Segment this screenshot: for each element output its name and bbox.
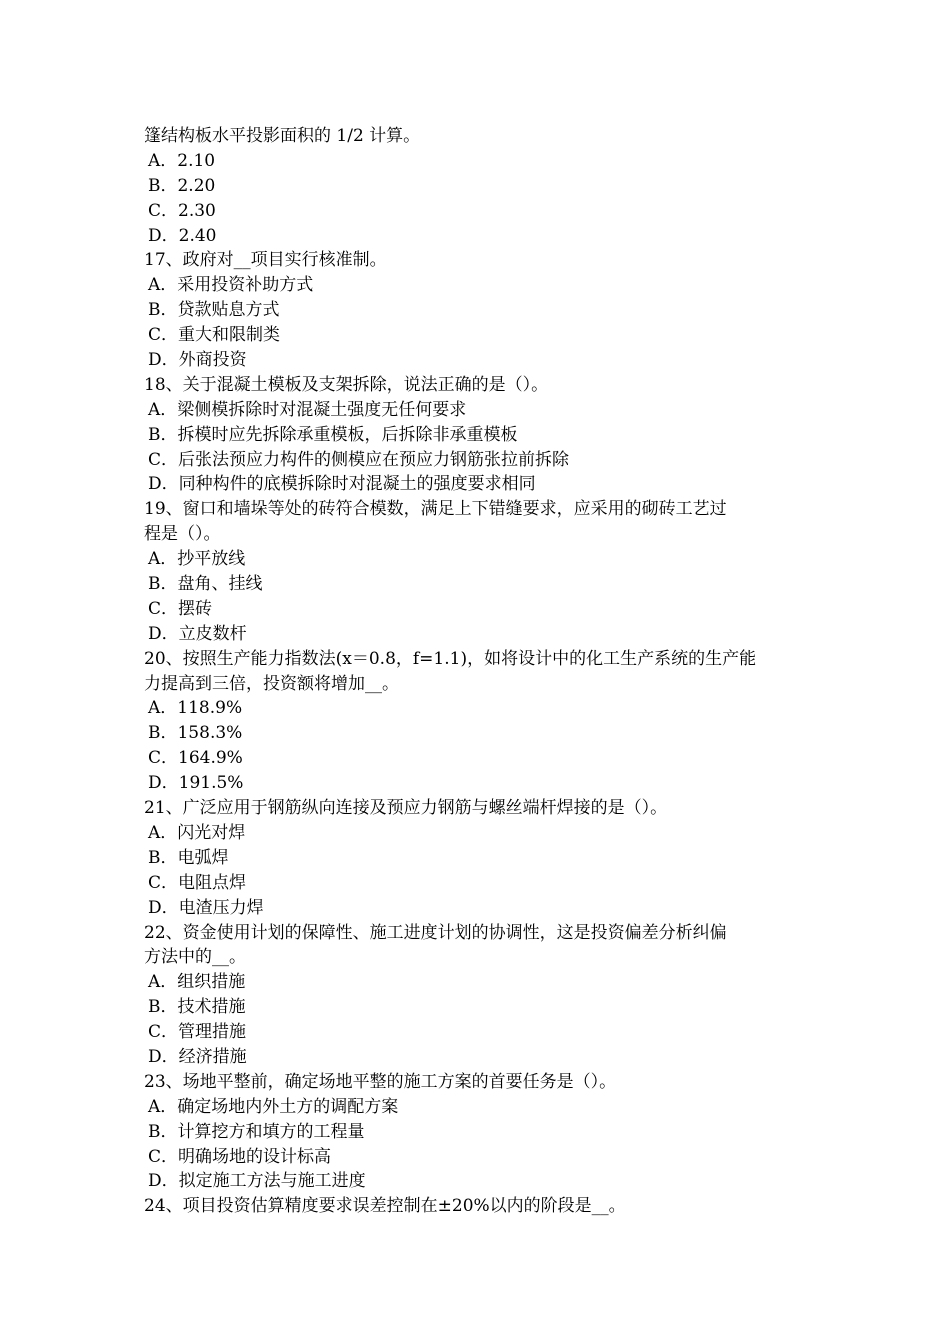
answer-option: C．摆砖 [148,598,213,619]
answer-option: D．同种构件的底模拆除时对混凝土的强度要求相同 [148,474,536,495]
answer-option: B．计算挖方和填方的工程量 [148,1121,365,1142]
answer-option: A．梁侧模拆除时对混凝土强度无任何要求 [148,399,467,420]
answer-option: B．2.20 [148,175,216,196]
answer-option: D．191.5% [148,773,244,794]
answer-option: B．贷款贴息方式 [148,300,280,321]
question-text: 22、资金使用计划的保障性、施工进度计划的协调性，这是投资偏差分析纠偏 [144,922,727,943]
answer-option: C．后张法预应力构件的侧模应在预应力钢筋张拉前拆除 [148,449,570,470]
answer-option: A．闪光对焊 [148,822,246,843]
answer-option: B．盘角、挂线 [148,574,263,595]
question-text: 19、窗口和墙垛等处的砖符合模数，满足上下错缝要求，应采用的砌砖工艺过 [144,499,727,520]
answer-option: D．2.40 [148,225,217,246]
answer-option: A．抄平放线 [148,549,246,570]
answer-option: D．拟定施工方法与施工进度 [148,1171,366,1192]
document-page [144,124,824,1219]
answer-option: D．外商投资 [148,350,247,371]
text-line: 程是（）。 [144,524,221,545]
answer-option: B．电弧焊 [148,847,229,868]
answer-option: A．采用投资补助方式 [148,275,314,296]
text-line: 篷结构板水平投影面积的 1/2 计算。 [144,126,421,146]
question-text: 24、项目投资估算精度要求误差控制在±20%以内的阶段是__。 [144,1196,626,1217]
answer-option: B．拆模时应先拆除承重模板，后拆除非承重模板 [148,424,518,445]
answer-option: C．明确场地的设计标高 [148,1146,332,1167]
answer-option: C．164.9% [148,748,243,769]
answer-option: C．管理措施 [148,1022,247,1043]
answer-option: C．重大和限制类 [148,325,281,346]
answer-option: A．2.10 [148,150,216,171]
question-text: 21、广泛应用于钢筋纵向连接及预应力钢筋与螺丝端杆焊接的是（）。 [144,798,668,819]
answer-option: A．组织措施 [148,972,246,993]
question-text: 23、场地平整前，确定场地平整的施工方案的首要任务是（）。 [144,1071,617,1092]
answer-option: A．确定场地内外土方的调配方案 [148,1096,399,1117]
text-line: 力提高到三倍，投资额将增加__。 [144,673,399,694]
question-text: 20、按照生产能力指数法(x＝0.8，f=1.1)，如将设计中的化工生产系统的生产能 [144,648,757,669]
answer-option: C．2.30 [148,200,216,221]
answer-option: D．经济措施 [148,1046,247,1067]
answer-option: D．立皮数杆 [148,623,247,644]
answer-option: C．电阻点焊 [148,872,247,893]
question-text: 18、关于混凝土模板及支架拆除，说法正确的是（）。 [144,374,549,395]
text-line: 方法中的__。 [144,947,246,968]
question-text: 17、政府对__项目实行核准制。 [144,250,387,271]
answer-option: D．电渣压力焊 [148,897,264,918]
answer-option: A．118.9% [148,698,243,719]
answer-option: B．技术措施 [148,997,246,1018]
answer-option: B．158.3% [148,723,243,744]
